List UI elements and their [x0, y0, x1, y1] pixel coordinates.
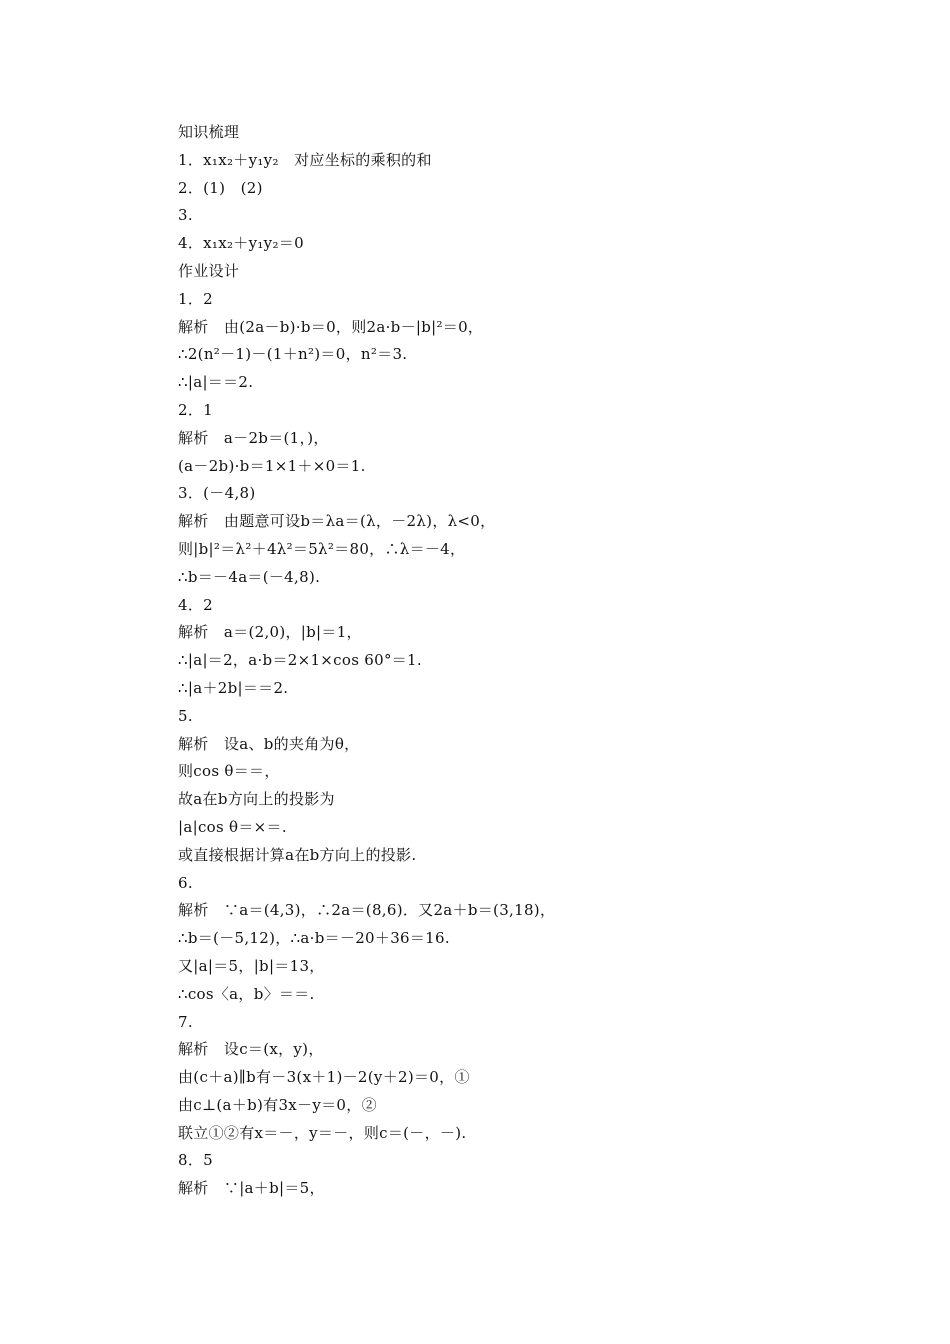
text-line: 3.	[178, 206, 193, 225]
text-line: 4．2	[178, 595, 213, 614]
text-line: ∴|a|＝2，a·b＝2×1×cos 60°＝1.	[178, 651, 422, 670]
text-line: 由(c＋a)∥b有－3(x＋1)－2(y＋2)＝0，①	[178, 1068, 470, 1087]
text-line: 1．2	[178, 289, 213, 308]
text-line: ∴2(n²－1)－(1＋n²)＝0，n²＝3.	[178, 345, 408, 364]
text-line: ∴b＝(－5,12)，∴a·b＝－20＋36＝16.	[178, 929, 450, 948]
text-line: 则|b|²＝λ²＋4λ²＝5λ²＝80，∴λ＝－4，	[178, 539, 466, 558]
section-heading: 知识梳理	[178, 123, 240, 141]
text-line: 2．1	[178, 400, 213, 419]
text-line: 又|a|＝5，|b|＝13，	[178, 956, 325, 975]
text-line: 故a在b方向上的投影为	[178, 790, 335, 809]
text-line: (a－2b)·b＝1×1＋×0＝1.	[178, 456, 366, 475]
text-line: ∴cos〈a，b〉＝＝.	[178, 984, 315, 1003]
text-line: 由c⊥(a＋b)有3x－y＝0，②	[178, 1095, 377, 1114]
text-line: 解析 由(2a－b)·b＝0，则2a·b－|b|²＝0，	[178, 317, 484, 336]
text-line: 解析 由题意可设b＝λa＝(λ，－2λ)，λ<0，	[178, 512, 496, 531]
text-line: 解析 ∵a＝(4,3)，∴2a＝(8,6)．又2a＋b＝(3,18)，	[178, 901, 556, 920]
document-body	[178, 119, 778, 1203]
text-line: 解析 a＝(2,0)，|b|＝1，	[178, 623, 362, 642]
text-line: 解析 ∵|a＋b|＝5，	[178, 1179, 325, 1198]
text-line: 3．(－4,8)	[178, 484, 256, 503]
text-line: 解析 设a、b的夹角为θ，	[178, 734, 360, 753]
text-line: 8．5	[178, 1151, 213, 1170]
text-line: 联立①②有x＝－，y＝－，则c＝(－，－).	[178, 1123, 467, 1142]
section-heading: 作业设计	[178, 261, 240, 280]
text-line: ∴|a|＝＝2.	[178, 373, 254, 392]
text-line: 解析 a－2b＝(1，)，	[178, 428, 329, 447]
text-line: |a|cos θ＝×＝.	[178, 817, 287, 836]
text-line: 7.	[178, 1012, 193, 1031]
text-line: 4．x₁x₂＋y₁y₂＝0	[178, 234, 304, 253]
text-line: 6.	[178, 873, 193, 892]
text-line: ∴b＝－4a＝(－4,8).	[178, 567, 321, 586]
text-line: 2．(1) (2)	[178, 178, 263, 197]
text-line: ∴|a＋2b|＝＝2.	[178, 678, 289, 697]
text-line: 5.	[178, 706, 193, 725]
text-line: 解析 设c＝(x，y)，	[178, 1040, 324, 1059]
text-line: 则cos θ＝＝，	[178, 762, 280, 781]
text-line: 1．x₁x₂＋y₁y₂ 对应坐标的乘积的和	[178, 150, 432, 169]
text-line: 或直接根据计算a在b方向上的投影.	[178, 845, 417, 864]
